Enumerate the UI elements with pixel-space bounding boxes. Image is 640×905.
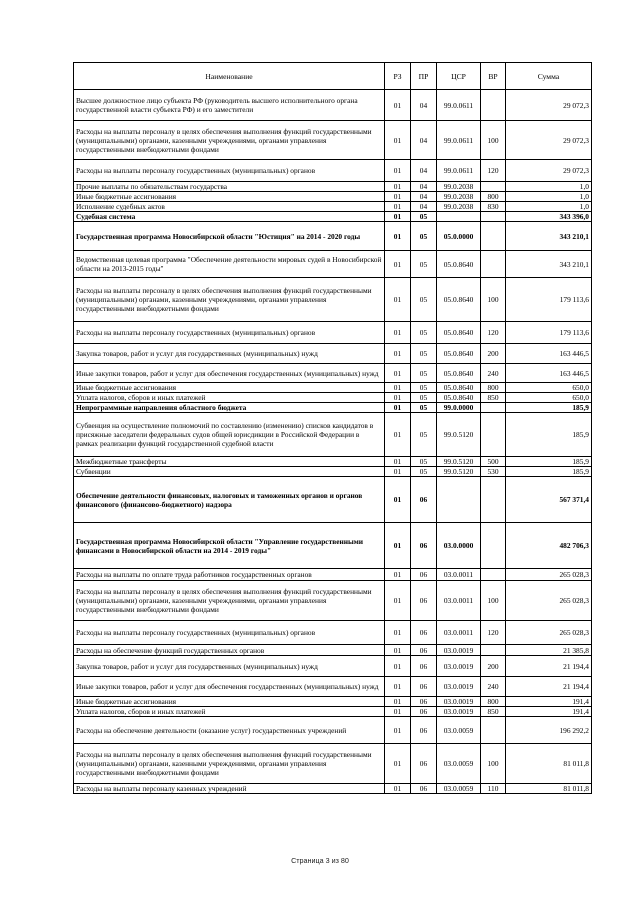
cell-csr: 05.0.8640 xyxy=(437,251,481,278)
cell-sum: 21 385,8 xyxy=(506,645,592,656)
table-row xyxy=(74,182,592,192)
cell-csr: 99.0.5120 xyxy=(437,467,481,477)
cell-pr: 06 xyxy=(411,645,437,656)
cell-vr: 850 xyxy=(481,393,506,403)
cell-vr xyxy=(481,477,506,523)
table-row xyxy=(74,784,592,794)
cell-csr: 03.0.0059 xyxy=(437,717,481,744)
table-row xyxy=(74,383,592,393)
cell-csr xyxy=(437,477,481,523)
cell-pr: 06 xyxy=(411,569,437,581)
cell-csr: 99.0.0611 xyxy=(437,121,481,160)
cell-sum: 343 210,1 xyxy=(506,251,592,278)
cell-vr xyxy=(481,413,506,457)
cell-rz: 01 xyxy=(385,477,411,523)
header-rz: РЗ xyxy=(385,63,411,90)
cell-sum: 185,9 xyxy=(506,457,592,467)
cell-csr: 03.0.0011 xyxy=(437,581,481,621)
cell-name: Расходы на выплаты персоналу в целях обеспечения выполнения функций государственными (муниципальными) органами, казенными учреждениями, органами управления государственными внебюджетными фондами xyxy=(74,278,385,322)
cell-pr: 06 xyxy=(411,697,437,707)
cell-pr: 05 xyxy=(411,393,437,403)
cell-rz: 01 xyxy=(385,457,411,467)
table-row xyxy=(74,677,592,697)
cell-name: Расходы на выплаты персоналу государственных (муниципальных) органов xyxy=(74,160,385,182)
cell-csr: 99.0.2038 xyxy=(437,182,481,192)
table-row xyxy=(74,278,592,322)
cell-vr xyxy=(481,90,506,121)
cell-name: Ведомственная целевая программа "Обеспечение деятельности мировых судей в Новосибирской области на 2013-2015 годы" xyxy=(74,251,385,278)
table-row xyxy=(74,364,592,383)
cell-csr: 03.0.0011 xyxy=(437,569,481,581)
cell-sum: 21 194,4 xyxy=(506,656,592,677)
cell-rz: 01 xyxy=(385,744,411,784)
cell-name: Иные закупки товаров, работ и услуг для обеспечения государственных (муниципальных) нужд xyxy=(74,677,385,697)
cell-sum: 179 113,6 xyxy=(506,322,592,344)
table-row xyxy=(74,656,592,677)
table-header-row xyxy=(74,63,592,90)
cell-sum: 650,0 xyxy=(506,393,592,403)
cell-csr: 03.0.0019 xyxy=(437,677,481,697)
cell-pr: 06 xyxy=(411,581,437,621)
cell-name: Обеспечение деятельности финансовых, налоговых и таможенных органов и органов финансового (финансово-бюджетного) надзора xyxy=(74,477,385,523)
cell-csr: 99.0.5120 xyxy=(437,413,481,457)
cell-sum: 482 706,3 xyxy=(506,523,592,569)
cell-name: Расходы на выплаты персоналу государственных (муниципальных) органов xyxy=(74,322,385,344)
cell-vr: 800 xyxy=(481,697,506,707)
table-row xyxy=(74,707,592,717)
cell-rz: 01 xyxy=(385,467,411,477)
cell-pr: 05 xyxy=(411,278,437,322)
cell-csr: 05.0.8640 xyxy=(437,344,481,364)
table-row xyxy=(74,344,592,364)
cell-pr: 05 xyxy=(411,383,437,393)
cell-sum: 567 371,4 xyxy=(506,477,592,523)
cell-pr: 06 xyxy=(411,523,437,569)
cell-vr: 100 xyxy=(481,278,506,322)
table-row xyxy=(74,569,592,581)
cell-vr xyxy=(481,645,506,656)
cell-pr: 06 xyxy=(411,677,437,697)
cell-pr: 05 xyxy=(411,364,437,383)
cell-name: Иные закупки товаров, работ и услуг для обеспечения государственных (муниципальных) нужд xyxy=(74,364,385,383)
cell-rz: 01 xyxy=(385,192,411,202)
cell-pr: 04 xyxy=(411,160,437,182)
cell-csr xyxy=(437,212,481,222)
cell-vr: 200 xyxy=(481,656,506,677)
header-pr: ПР xyxy=(411,63,437,90)
cell-csr: 99.0.2038 xyxy=(437,192,481,202)
cell-csr: 03.0.0019 xyxy=(437,707,481,717)
cell-csr: 05.0.8640 xyxy=(437,322,481,344)
cell-vr xyxy=(481,523,506,569)
cell-pr: 06 xyxy=(411,784,437,794)
cell-pr: 05 xyxy=(411,212,437,222)
cell-sum: 29 072,3 xyxy=(506,90,592,121)
cell-csr: 99.0.0611 xyxy=(437,90,481,121)
cell-name: Прочие выплаты по обязательствам государства xyxy=(74,182,385,192)
cell-csr: 03.0.0019 xyxy=(437,697,481,707)
cell-pr: 05 xyxy=(411,413,437,457)
page-number: Страница 3 из 80 xyxy=(291,856,349,865)
cell-sum: 1,0 xyxy=(506,192,592,202)
cell-rz: 01 xyxy=(385,202,411,212)
table-row xyxy=(74,467,592,477)
table-row xyxy=(74,393,592,403)
cell-csr: 05.0.8640 xyxy=(437,278,481,322)
cell-csr: 03.0.0011 xyxy=(437,621,481,645)
cell-sum: 650,0 xyxy=(506,383,592,393)
cell-name: Иные бюджетные ассигнования xyxy=(74,697,385,707)
cell-sum: 1,0 xyxy=(506,202,592,212)
cell-sum: 191,4 xyxy=(506,697,592,707)
cell-sum: 185,9 xyxy=(506,403,592,413)
cell-sum: 163 446,5 xyxy=(506,364,592,383)
cell-name: Расходы на выплаты персоналу в целях обеспечения выполнения функций государственными (муниципальными) органами, казенными учреждениями, органами управления государственными внебюджетными фондами xyxy=(74,581,385,621)
cell-csr: 99.0.0611 xyxy=(437,160,481,182)
cell-rz: 01 xyxy=(385,645,411,656)
cell-sum: 81 011,8 xyxy=(506,784,592,794)
cell-name: Исполнение судебных актов xyxy=(74,202,385,212)
header-csr: ЦСР xyxy=(437,63,481,90)
cell-vr: 530 xyxy=(481,467,506,477)
cell-name: Иные бюджетные ассигнования xyxy=(74,192,385,202)
cell-name: Расходы на обеспечение функций государственных органов xyxy=(74,645,385,656)
table-row xyxy=(74,621,592,645)
cell-name: Непрограммные направления областного бюджета xyxy=(74,403,385,413)
cell-name: Межбюджетные трансферты xyxy=(74,457,385,467)
table-row xyxy=(74,160,592,182)
header-name: Наименование xyxy=(74,63,385,90)
cell-vr xyxy=(481,569,506,581)
cell-rz: 01 xyxy=(385,364,411,383)
cell-vr: 240 xyxy=(481,364,506,383)
table-row xyxy=(74,90,592,121)
cell-csr: 05.0.8640 xyxy=(437,364,481,383)
cell-sum: 196 292,2 xyxy=(506,717,592,744)
cell-vr: 100 xyxy=(481,744,506,784)
cell-vr xyxy=(481,182,506,192)
cell-rz: 01 xyxy=(385,278,411,322)
table-row xyxy=(74,413,592,457)
cell-sum: 1,0 xyxy=(506,182,592,192)
cell-pr: 04 xyxy=(411,182,437,192)
table-row xyxy=(74,581,592,621)
cell-vr: 200 xyxy=(481,344,506,364)
cell-rz: 01 xyxy=(385,523,411,569)
cell-name: Высшее должностное лицо субъекта РФ (руководитель высшего исполнительного органа государственной власти субъекта РФ) и его заместители xyxy=(74,90,385,121)
cell-name: Закупка товаров, работ и услуг для государственных (муниципальных) нужд xyxy=(74,344,385,364)
cell-rz: 01 xyxy=(385,383,411,393)
cell-rz: 01 xyxy=(385,413,411,457)
cell-rz: 01 xyxy=(385,222,411,251)
cell-name: Уплата налогов, сборов и иных платежей xyxy=(74,707,385,717)
cell-sum: 343 210,1 xyxy=(506,222,592,251)
table-row xyxy=(74,322,592,344)
cell-vr: 850 xyxy=(481,707,506,717)
cell-rz: 01 xyxy=(385,182,411,192)
cell-name: Субвенции xyxy=(74,467,385,477)
table-row xyxy=(74,477,592,523)
cell-name: Иные бюджетные ассигнования xyxy=(74,383,385,393)
table-row xyxy=(74,645,592,656)
cell-rz: 01 xyxy=(385,212,411,222)
cell-pr: 04 xyxy=(411,90,437,121)
cell-vr: 120 xyxy=(481,322,506,344)
cell-name: Расходы на выплаты персоналу в целях обеспечения выполнения функций государственными (муниципальными) органами, казенными учреждениями, органами управления государственными внебюджетными фондами xyxy=(74,121,385,160)
cell-vr xyxy=(481,403,506,413)
cell-name: Расходы на выплаты персоналу казенных учреждений xyxy=(74,784,385,794)
cell-vr: 110 xyxy=(481,784,506,794)
budget-document-page xyxy=(73,62,591,794)
cell-csr: 03.0.0059 xyxy=(437,784,481,794)
cell-name: Уплата налогов, сборов и иных платежей xyxy=(74,393,385,403)
cell-vr xyxy=(481,251,506,278)
table-row xyxy=(74,717,592,744)
cell-pr: 04 xyxy=(411,121,437,160)
cell-csr: 03.0.0059 xyxy=(437,744,481,784)
cell-sum: 29 072,3 xyxy=(506,121,592,160)
cell-sum: 343 396,0 xyxy=(506,212,592,222)
cell-rz: 01 xyxy=(385,717,411,744)
cell-rz: 01 xyxy=(385,656,411,677)
cell-rz: 01 xyxy=(385,251,411,278)
budget-table xyxy=(73,62,592,794)
cell-vr: 800 xyxy=(481,383,506,393)
cell-rz: 01 xyxy=(385,784,411,794)
cell-vr: 830 xyxy=(481,202,506,212)
cell-sum: 265 028,3 xyxy=(506,581,592,621)
table-row xyxy=(74,212,592,222)
cell-pr: 04 xyxy=(411,192,437,202)
cell-vr: 240 xyxy=(481,677,506,697)
cell-sum: 191,4 xyxy=(506,707,592,717)
cell-rz: 01 xyxy=(385,160,411,182)
cell-name: Государственная программа Новосибирской области "Юстиция" на 2014 - 2020 годы xyxy=(74,222,385,251)
cell-pr: 06 xyxy=(411,717,437,744)
cell-sum: 29 072,3 xyxy=(506,160,592,182)
cell-name: Расходы на обеспечение деятельности (оказание услуг) государственных учреждений xyxy=(74,717,385,744)
table-row xyxy=(74,222,592,251)
cell-pr: 06 xyxy=(411,477,437,523)
cell-sum: 185,9 xyxy=(506,467,592,477)
cell-pr: 04 xyxy=(411,202,437,212)
table-row xyxy=(74,744,592,784)
cell-vr: 800 xyxy=(481,192,506,202)
cell-csr: 03.0.0019 xyxy=(437,656,481,677)
cell-pr: 06 xyxy=(411,621,437,645)
cell-rz: 01 xyxy=(385,569,411,581)
cell-vr: 100 xyxy=(481,581,506,621)
cell-pr: 05 xyxy=(411,251,437,278)
cell-csr: 99.0.5120 xyxy=(437,457,481,467)
cell-name: Государственная программа Новосибирской области "Управление государственными финансами в Новосибирской области на 2014 - 2019 годы" xyxy=(74,523,385,569)
cell-pr: 06 xyxy=(411,744,437,784)
cell-rz: 01 xyxy=(385,322,411,344)
cell-name: Расходы на выплаты персоналу государственных (муниципальных) органов xyxy=(74,621,385,645)
cell-csr: 03.0.0019 xyxy=(437,645,481,656)
table-row xyxy=(74,192,592,202)
cell-vr xyxy=(481,717,506,744)
cell-vr xyxy=(481,222,506,251)
table-row xyxy=(74,697,592,707)
table-row xyxy=(74,251,592,278)
table-row xyxy=(74,457,592,467)
cell-csr: 05.0.8640 xyxy=(437,393,481,403)
cell-pr: 05 xyxy=(411,457,437,467)
cell-pr: 05 xyxy=(411,467,437,477)
cell-sum: 179 113,6 xyxy=(506,278,592,322)
cell-rz: 01 xyxy=(385,621,411,645)
cell-rz: 01 xyxy=(385,697,411,707)
cell-vr: 120 xyxy=(481,160,506,182)
cell-vr: 500 xyxy=(481,457,506,467)
cell-vr: 100 xyxy=(481,121,506,160)
cell-name: Субвенция на осуществление полномочий по составлению (изменению) списков кандидатов в присяжные заседатели федеральных судов общей юрисдикции в Российской Федерации в рамках реализации функций государственной судебной власти xyxy=(74,413,385,457)
cell-sum: 265 028,3 xyxy=(506,621,592,645)
cell-pr: 05 xyxy=(411,222,437,251)
cell-name: Судебная система xyxy=(74,212,385,222)
cell-pr: 05 xyxy=(411,322,437,344)
cell-rz: 01 xyxy=(385,90,411,121)
cell-sum: 265 028,3 xyxy=(506,569,592,581)
cell-sum: 21 194,4 xyxy=(506,677,592,697)
table-row xyxy=(74,523,592,569)
cell-rz: 01 xyxy=(385,581,411,621)
cell-rz: 01 xyxy=(385,403,411,413)
cell-sum: 81 011,8 xyxy=(506,744,592,784)
cell-csr: 03.0.0000 xyxy=(437,523,481,569)
cell-rz: 01 xyxy=(385,677,411,697)
cell-csr: 05.0.0000 xyxy=(437,222,481,251)
cell-rz: 01 xyxy=(385,707,411,717)
cell-csr: 99.0.2038 xyxy=(437,202,481,212)
cell-pr: 06 xyxy=(411,707,437,717)
cell-vr xyxy=(481,212,506,222)
cell-sum: 163 446,5 xyxy=(506,344,592,364)
cell-name: Расходы на выплаты по оплате труда работников государственных органов xyxy=(74,569,385,581)
cell-pr: 05 xyxy=(411,344,437,364)
cell-pr: 05 xyxy=(411,403,437,413)
table-row xyxy=(74,403,592,413)
cell-csr: 99.0.0000 xyxy=(437,403,481,413)
cell-rz: 01 xyxy=(385,121,411,160)
cell-pr: 06 xyxy=(411,656,437,677)
cell-name: Расходы на выплаты персоналу в целях обеспечения выполнения функций государственными (муниципальными) органами, казенными учреждениями, органами управления государственными внебюджетными фондами xyxy=(74,744,385,784)
cell-rz: 01 xyxy=(385,393,411,403)
table-row xyxy=(74,121,592,160)
cell-vr: 120 xyxy=(481,621,506,645)
cell-csr: 05.0.8640 xyxy=(437,383,481,393)
table-row xyxy=(74,202,592,212)
cell-rz: 01 xyxy=(385,344,411,364)
header-vr: ВР xyxy=(481,63,506,90)
header-sum: Сумма xyxy=(506,63,592,90)
cell-sum: 185,9 xyxy=(506,413,592,457)
cell-name: Закупка товаров, работ и услуг для государственных (муниципальных) нужд xyxy=(74,656,385,677)
